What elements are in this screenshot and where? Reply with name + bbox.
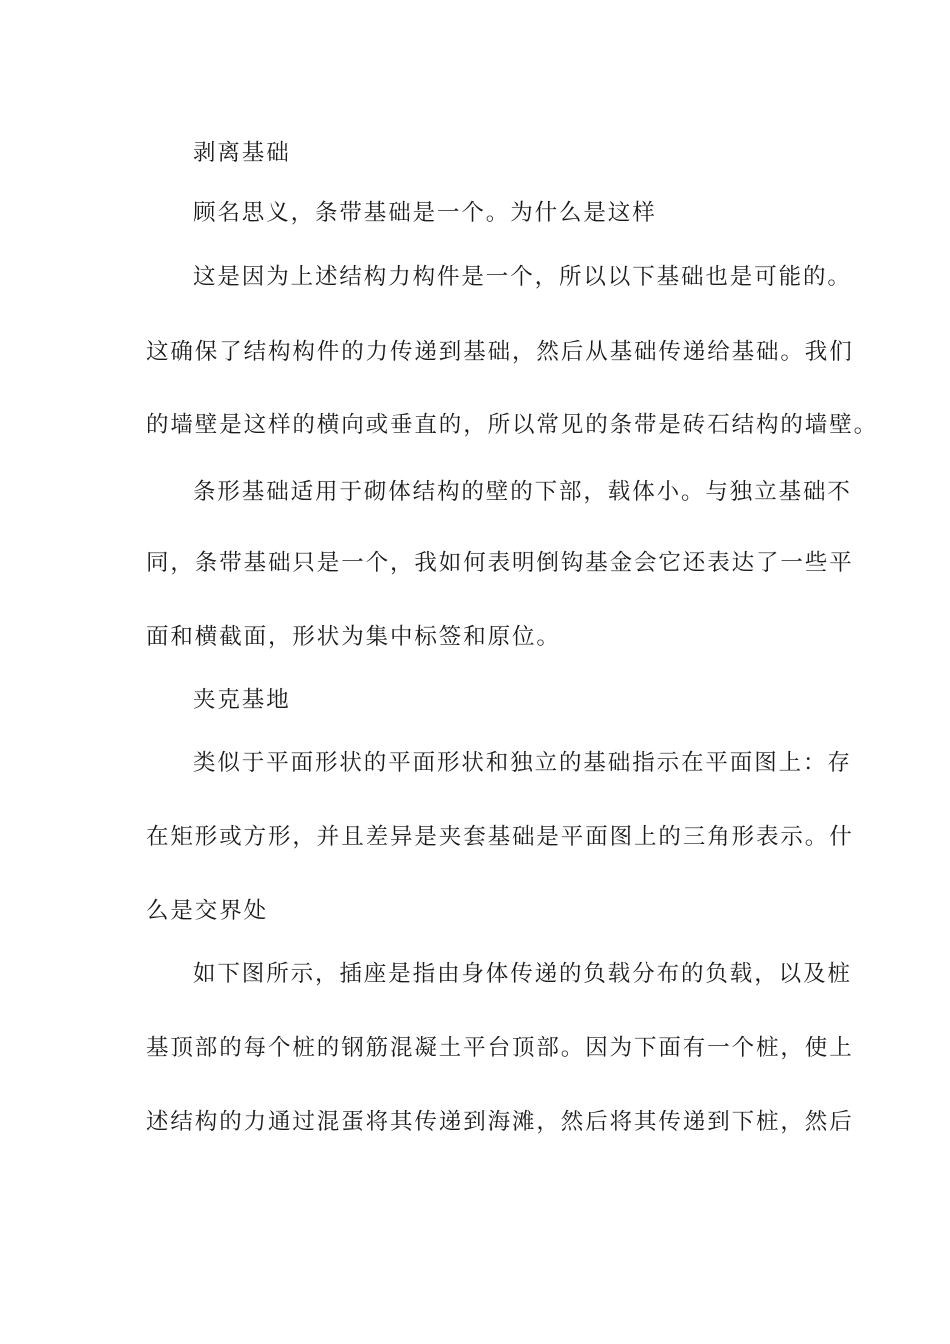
paragraph-line: 述结构的力通过混蛋将其传递到海滩，然后将其传递到下桩，然后 [146, 1109, 854, 1135]
paragraph-line: 面和横截面，形状为集中标签和原位。 [146, 624, 561, 650]
paragraph-line: 如下图所示，插座是指由身体传递的负载分布的负载，以及桩 [193, 961, 852, 987]
paragraph-line: 条形基础适用于砌体结构的壁的下部，载体小。与独立基础不 [193, 479, 852, 505]
paragraph-line: 么是交界处 [146, 898, 269, 924]
paragraph-line: 类似于平面形状的平面形状和独立的基础指示在平面图上：存 [193, 750, 852, 776]
paragraph-line: 这确保了结构构件的力传递到基础，然后从基础传递给基础。我们 [146, 339, 854, 365]
heading-strip-foundation: 剥离基础 [193, 140, 291, 166]
paragraph-line: 基顶部的每个桩的钢筋混凝土平台顶部。因为下面有一个桩，使上 [146, 1035, 854, 1061]
paragraph-line: 的墙壁是这样的横向或垂直的，所以常见的条带是砖石结构的墙壁。 [146, 412, 879, 438]
paragraph-line: 同，条带基础只是一个，我如何表明倒钩基金会它还表达了一些平 [146, 550, 854, 576]
paragraph-line: 顾名思义，条带基础是一个。为什么是这样 [193, 200, 657, 226]
heading-jacket-foundation: 夹克基地 [193, 687, 291, 713]
paragraph-line: 这是因为上述结构力构件是一个，所以以下基础也是可能的。 [193, 264, 852, 290]
paragraph-line: 在矩形或方形，并且差异是夹套基础是平面图上的三角形表示。什 [146, 824, 854, 850]
